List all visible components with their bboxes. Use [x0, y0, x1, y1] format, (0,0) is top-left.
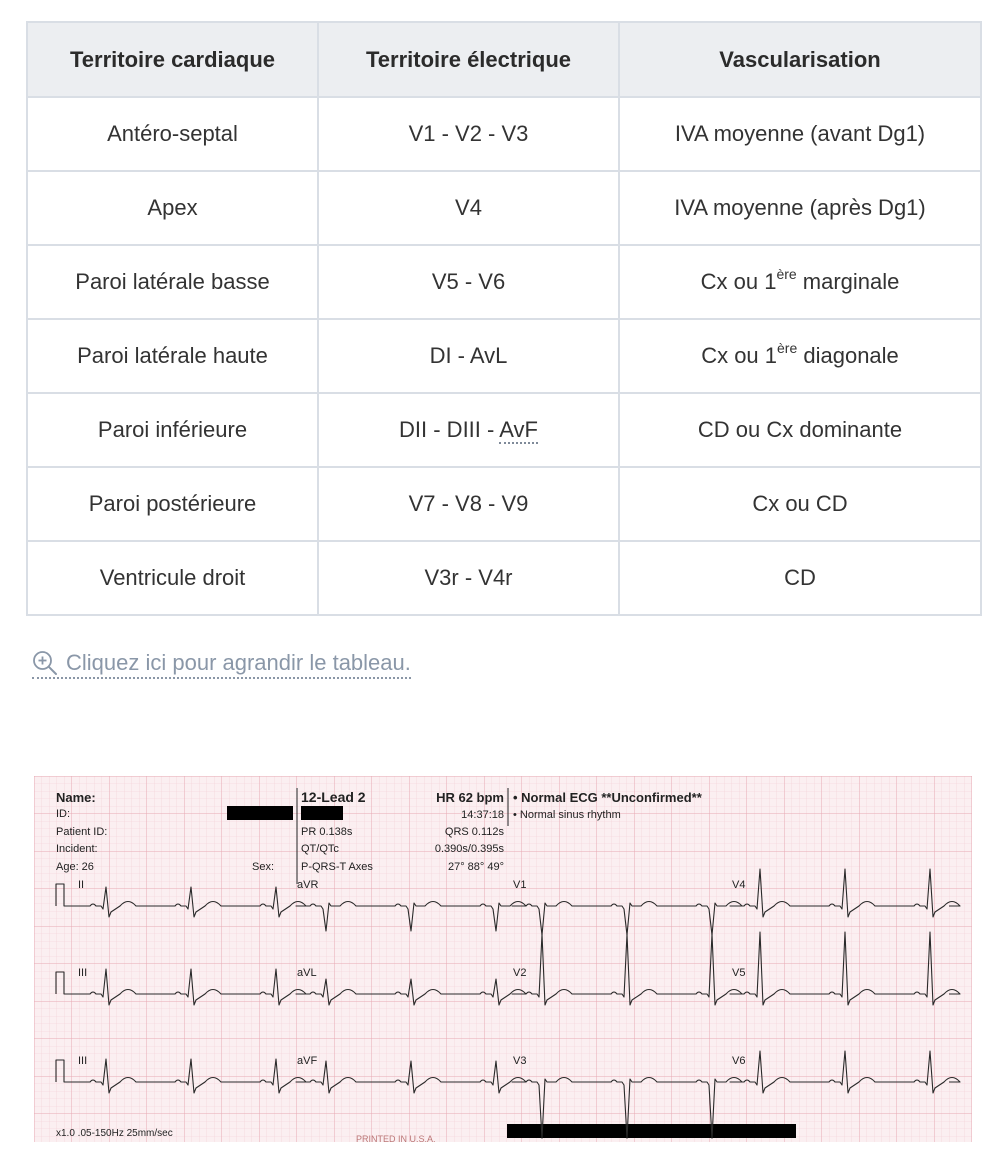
- vasc-text-post: marginale: [796, 269, 900, 294]
- cell-electrique: V7 - V8 - V9: [318, 467, 619, 541]
- vasc-superscript: ère: [776, 266, 797, 282]
- redaction-bar: [227, 806, 293, 820]
- cell-electrique: V4: [318, 171, 619, 245]
- ecg-interpretation-1: • Normal ECG **Unconfirmed**: [513, 790, 702, 805]
- ecg-axes-values: 27° 88° 49°: [447, 861, 504, 873]
- table-row: [27, 245, 981, 319]
- electrique-text: DII - DIII -: [399, 417, 500, 442]
- header-vascularisation: Vascularisation: [619, 22, 981, 97]
- vasc-text-post: diagonale: [797, 343, 899, 368]
- ecg-id-label: ID:: [56, 808, 71, 820]
- vasc-text-pre: Cx ou 1: [700, 269, 777, 294]
- cell-vascularisation: Cx ou CD: [619, 467, 981, 541]
- vasc-superscript: ère: [777, 340, 798, 356]
- cell-territoire: Ventricule droit: [27, 541, 318, 615]
- lead-label: V2: [513, 967, 527, 979]
- ecg-printed-text: PRINTED IN U.S.A.: [356, 1134, 436, 1142]
- ecg-interpretation-2: • Normal sinus rhythm: [513, 809, 621, 821]
- header-territoire-electrique: Territoire électrique: [318, 22, 619, 97]
- table-row: [27, 97, 981, 171]
- lead-label: V5: [732, 967, 746, 979]
- cell-vascularisation: CD: [619, 541, 981, 615]
- lead-label: V1: [513, 879, 527, 891]
- lead-label: III: [78, 967, 88, 979]
- cell-electrique: V3r - V4r: [318, 541, 619, 615]
- ecg-age-label: Age: 26: [56, 861, 94, 873]
- lead-label: aVF: [297, 1055, 318, 1067]
- ecg-name-label: Name:: [56, 790, 96, 805]
- table-row: [27, 467, 981, 541]
- ecg-svg: [34, 776, 972, 1142]
- cell-territoire: Antéro-septal: [27, 97, 318, 171]
- ecg-pr: PR 0.138s: [301, 826, 353, 838]
- enlarge-link-label: Cliquez ici pour agrandir le tableau.: [66, 650, 411, 675]
- cell-territoire: Apex: [27, 171, 318, 245]
- lead-label: III: [78, 1055, 88, 1067]
- ecg-lead-format: 12-Lead 2: [301, 789, 366, 805]
- lead-label: aVL: [297, 967, 317, 979]
- ecg-time: 14:37:18: [461, 809, 504, 821]
- header-territoire-cardiaque: Territoire cardiaque: [27, 22, 318, 97]
- cell-territoire: Paroi inférieure: [27, 393, 318, 467]
- cell-electrique: V1 - V2 - V3: [318, 97, 619, 171]
- lead-label: II: [78, 879, 85, 891]
- ecg-axes-label: P-QRS-T Axes: [301, 861, 373, 873]
- avf-abbreviation[interactable]: AvF: [499, 417, 538, 442]
- lead-label: V6: [732, 1055, 746, 1067]
- cell-vascularisation: IVA moyenne (après Dg1): [619, 171, 981, 245]
- cell-vascularisation: [619, 319, 981, 393]
- cell-electrique: [318, 393, 619, 467]
- enlarge-table-link[interactable]: [32, 650, 411, 679]
- cell-vascularisation: CD ou Cx dominante: [619, 393, 981, 467]
- cell-territoire: Paroi latérale haute: [27, 319, 318, 393]
- table-row: [27, 541, 981, 615]
- ecg-incident-label: Incident:: [56, 843, 98, 855]
- lead-label: V3: [513, 1055, 527, 1067]
- cell-territoire: Paroi latérale basse: [27, 245, 318, 319]
- lead-label: aVR: [297, 879, 319, 891]
- table-row: [27, 171, 981, 245]
- ecg-patient-id-label: Patient ID:: [56, 826, 108, 838]
- cell-electrique: DI - AvL: [318, 319, 619, 393]
- ecg-qtc-label: QT/QTc: [301, 843, 339, 855]
- ecg-image: [34, 776, 972, 1142]
- ecg-sex-label: Sex:: [252, 861, 275, 873]
- table-row: [27, 319, 981, 393]
- table-row: [27, 393, 981, 467]
- cell-vascularisation: [619, 245, 981, 319]
- redaction-bar: [507, 1124, 796, 1138]
- lead-label: V4: [732, 879, 746, 891]
- table-header-row: [27, 22, 981, 97]
- ecg-heart-rate: HR 62 bpm: [436, 790, 504, 805]
- coronary-territory-table: [26, 21, 982, 616]
- cell-vascularisation: IVA moyenne (avant Dg1): [619, 97, 981, 171]
- vasc-text-pre: Cx ou 1: [701, 343, 778, 368]
- zoom-in-icon: [32, 650, 58, 676]
- ecg-footer-settings: x1.0 .05-150Hz 25mm/sec: [56, 1128, 173, 1139]
- cell-electrique: V5 - V6: [318, 245, 619, 319]
- ecg-qrs: QRS 0.112s: [444, 826, 504, 838]
- ecg-qt-values: 0.390s/0.395s: [434, 843, 504, 855]
- cell-territoire: Paroi postérieure: [27, 467, 318, 541]
- redaction-bar: [301, 806, 343, 820]
